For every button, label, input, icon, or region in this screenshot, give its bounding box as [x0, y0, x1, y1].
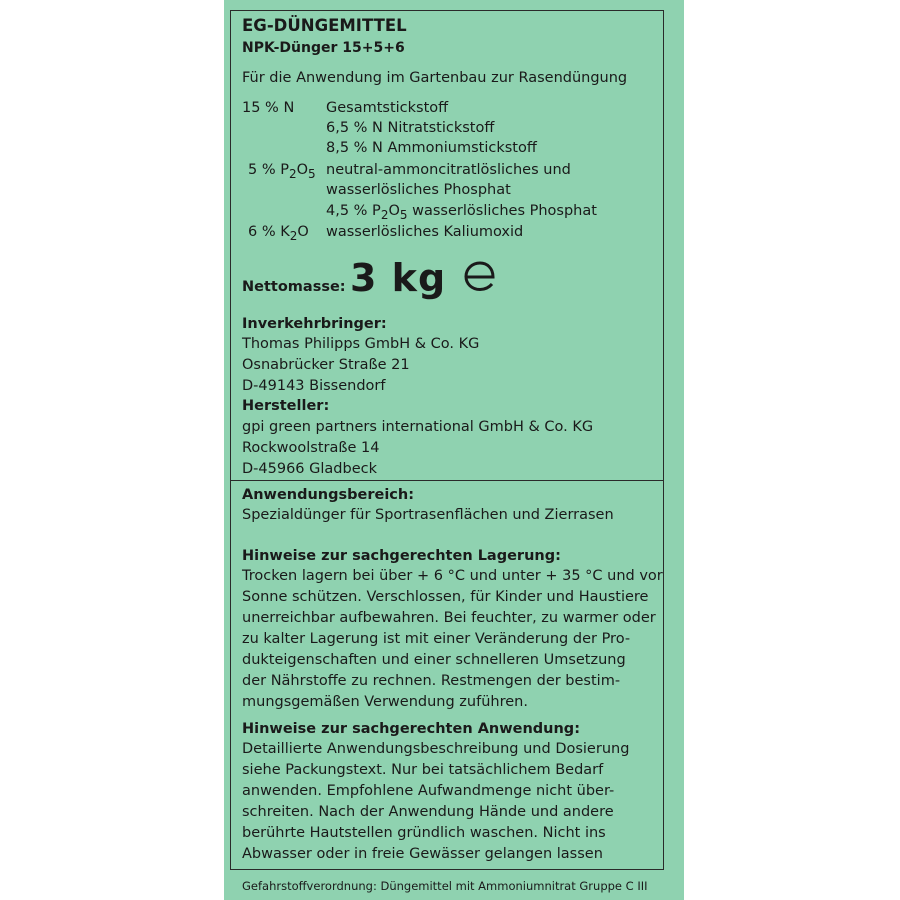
scope-heading: Anwendungsbereich: [242, 487, 415, 503]
storage-text [242, 566, 663, 713]
distributor-line: Thomas Philipps GmbH & Co. KG [242, 336, 480, 352]
phosphate-percent: 5 % $P_2O_5$ [248, 162, 316, 181]
net-mass-value: 3 kg [350, 256, 447, 300]
nitrate-nitrogen: 6,5 % N Nitratstickstoff [326, 120, 495, 136]
phosphate-description-1: neutral-ammoncitratlösliches und [326, 162, 571, 178]
nitrogen-total-label: Gesamtstickstoff [326, 100, 449, 116]
application-line: siehe Packungstext. Nur bei tatsächlichem Bedarf [242, 762, 604, 778]
product-subtitle: NPK-Dünger 15+5+6 [242, 40, 405, 56]
section-divider [230, 480, 664, 481]
storage-line: der Nährstoffe zu rechnen. Restmengen der bestim- [242, 673, 621, 689]
phosphate-description-2: wasserlösliches Phosphat [326, 182, 511, 198]
potassium-description: wasserlösliches Kaliumoxid [326, 224, 524, 240]
manufacturer-heading: Hersteller: [242, 398, 330, 414]
distributor-heading: Inverkehrbringer: [242, 316, 387, 332]
storage-line: Trocken lagern bei über + 6 °C und unter + 35 °C und vor [242, 568, 663, 584]
distributor-line: Osnabrücker Straße 21 [242, 357, 410, 373]
manufacturer-line: Rockwoolstraße 14 [242, 440, 380, 456]
phosphate-water-soluble: 4,5 % $P_2O_5$ wasserlösliches Phosphat [326, 203, 597, 222]
ammonium-nitrogen: 8,5 % N Ammoniumstickstoff [326, 140, 537, 156]
manufacturer-line: gpi green partners international GmbH & Co. KG [242, 419, 594, 435]
application-line: berührte Hautstellen gründlich waschen. Nicht ins [242, 825, 606, 841]
product-title: EG-DÜNGEMITTEL [242, 16, 407, 35]
usage-line: Für die Anwendung im Gartenbau zur Rasendüngung [242, 70, 628, 86]
scope-text: Spezialdünger für Sportrasenflächen und Zierrasen [242, 507, 614, 523]
manufacturer-line: D-45966 Gladbeck [242, 461, 377, 477]
application-line: anwenden. Empfohlene Aufwandmenge nicht über- [242, 783, 615, 799]
nitrogen-total-percent: 15 % N [242, 100, 295, 116]
net-mass-label: Nettomasse: [242, 279, 346, 295]
storage-line: dukteigenschaften und einer schnelleren Umsetzung [242, 652, 626, 668]
storage-line: mungsgemäßen Verwendung zuführen. [242, 694, 528, 710]
estimated-e-mark-icon [462, 258, 498, 294]
storage-line: Sonne schützen. Verschlossen, für Kinder und Haustiere [242, 589, 649, 605]
potassium-percent: 6 % $K_2O$ [248, 224, 309, 243]
application-heading: Hinweise zur sachgerechten Anwendung: [242, 721, 580, 737]
storage-line: unerreichbar aufbewahren. Bei feuchter, zu warmer oder [242, 610, 656, 626]
application-line: schreiten. Nach der Anwendung Hände und andere [242, 804, 614, 820]
storage-line: zu kalter Lagerung ist mit einer Veränderung der Pro- [242, 631, 631, 647]
application-line: Detaillierte Anwendungsbeschreibung und Dosierung [242, 741, 630, 757]
application-text [242, 739, 660, 865]
distributor-line: D-49143 Bissendorf [242, 378, 386, 394]
hazard-footer: Gefahrstoffverordnung: Düngemittel mit Ammoniumnitrat Gruppe C III [242, 879, 648, 893]
application-line: Abwasser oder in freie Gewässer gelangen lassen [242, 846, 603, 862]
storage-heading: Hinweise zur sachgerechten Lagerung: [242, 548, 561, 564]
